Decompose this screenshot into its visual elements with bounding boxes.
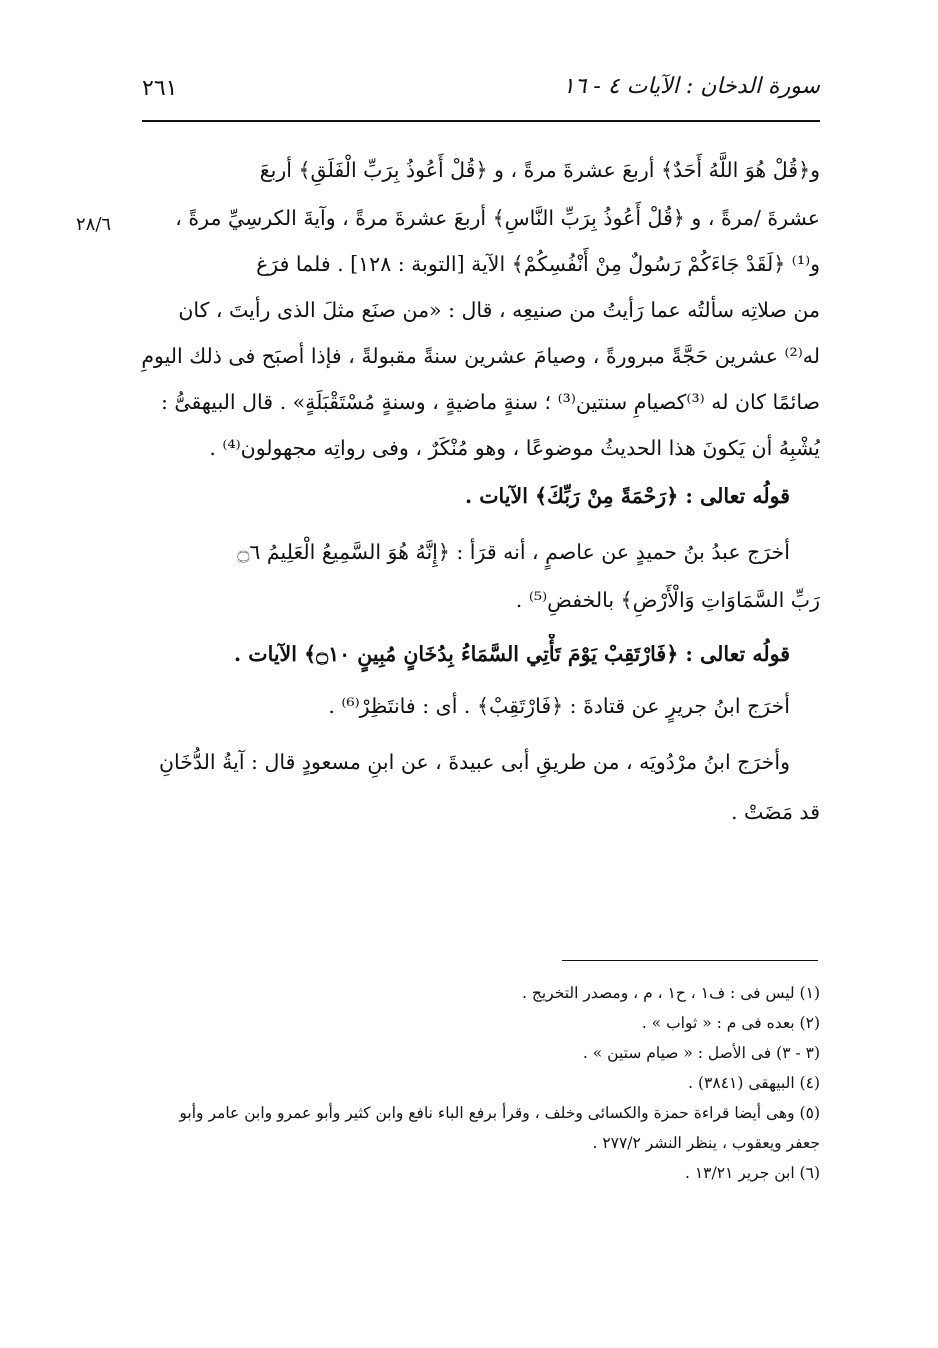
text-line: رَبِّ السَّمَاوَاتِ وَالْأَرْضِ﴾ بالخفضِ⁽⁵⁾ . xyxy=(515,588,820,612)
section-heading: قولُه تعالى : ﴿رَحْمَةً مِنْ رَبِّكَ﴾ الآيات . xyxy=(464,484,790,508)
text-line: وأخرَج ابنُ مرْدُويَه ، من طريقِ أبى عبيدةَ ، عن ابنِ مسعودٍ قال : آيةُ الدُّخَانِ xyxy=(158,750,790,774)
main-text xyxy=(140,150,820,838)
footnote-rule xyxy=(562,960,818,961)
text-line: من صلاتِه سألتُه عما رَأيتُ من صنيعِه ، قال : «من صنَع مثلَ الذى رأيتَ ، كان xyxy=(178,298,820,322)
footnote: (٥) وهى أيضا قراءة حمزة والكسائى وخلف ، وقرأ برفع الباء نافع وابن كثير وأبو عمرو وابن عامر وأبو xyxy=(179,1104,820,1122)
text-line: و⁽¹⁾ ﴿لَقَدْ جَاءَكُمْ رَسُولٌ مِنْ أَنْفُسِكُمْ﴾ الآية [التوبة : ١٢٨] . فلما فرَغ xyxy=(256,252,820,276)
header-rule xyxy=(142,120,820,122)
text-line: صائمًا كان له ⁽³⁾كصيامِ سنتين⁽³⁾ ؛ سنةٍ ماضيةٍ ، وسنةٍ مُسْتَقْبَلَةٍ» . قال البيهقىُّ : xyxy=(160,390,820,414)
footnotes xyxy=(140,978,820,1188)
section-heading: قولُه تعالى : ﴿فَارْتَقِبْ يَوْمَ تَأْتِي السَّمَاءُ بِدُخَانٍ مُبِينٍ ۝١٠﴾ الآيات . xyxy=(234,642,790,666)
footnote: جعفر ويعقوب ، ينظر النشر ٢٧٧/٢ . xyxy=(592,1134,820,1152)
text-line: أخرَج عبدُ بنُ حميدٍ عن عاصمٍ ، أنه قرَأ : ﴿إِنَّهُ هُوَ السَّمِيعُ الْعَلِيمُ ۝٦ xyxy=(237,540,790,564)
page-number: ٢٦١ xyxy=(142,76,178,101)
text-line: أخرَج ابنُ جريرٍ عن قتادةَ : ﴿فَارْتَقِبْ﴾ . أى : فانتَظِرْ⁽⁶⁾ . xyxy=(328,694,790,718)
running-title: سورة الدخان : الآيات ٤ - ١٦ xyxy=(562,74,820,99)
text-line: قد مَضَتْ . xyxy=(731,800,820,824)
text-line: له⁽²⁾ عشرين حَجَّةً مبرورةً ، وصيامَ عشرين سنةً مقبولةً ، فإذا أصبَح فى ذلك اليومِ xyxy=(141,344,820,368)
footnote: (٣ - ٣) فى الأصل : « صيام ستين » . xyxy=(582,1044,820,1062)
page-header xyxy=(142,70,820,110)
text-line: و﴿قُلْ هُوَ اللَّهُ أَحَدٌ﴾ أربعَ عشرةَ مرةً ، و ﴿قُلْ أَعُوذُ بِرَبِّ الْفَلَقِ﴾ أربعَ xyxy=(259,158,820,182)
text-line: عشرةَ /مرةً ، و ﴿قُلْ أَعُوذُ بِرَبِّ النَّاسِ﴾ أربعَ عشرةَ مرةً ، وآيةَ الكرسِيِّ مرةً ، xyxy=(175,206,820,230)
text-line: يُشْبِهُ أن يَكونَ هذا الحديثُ موضوعًا ، وهو مُنْكَرٌ ، وفى رواتِه مجهولون⁽⁴⁾ . xyxy=(209,436,820,460)
footnote: (٦) ابن جرير ١٣/٢١ . xyxy=(684,1164,820,1182)
footnote: (٢) بعده فى م : « ثواب » . xyxy=(641,1014,820,1032)
footnote: (١) ليس فى : ف١ ، ح١ ، م ، ومصدر التخريج . xyxy=(522,984,820,1002)
footnote: (٤) البيهقى (٣٨٤١) . xyxy=(688,1074,820,1092)
margin-note: ٢٨/٦ xyxy=(76,214,112,235)
